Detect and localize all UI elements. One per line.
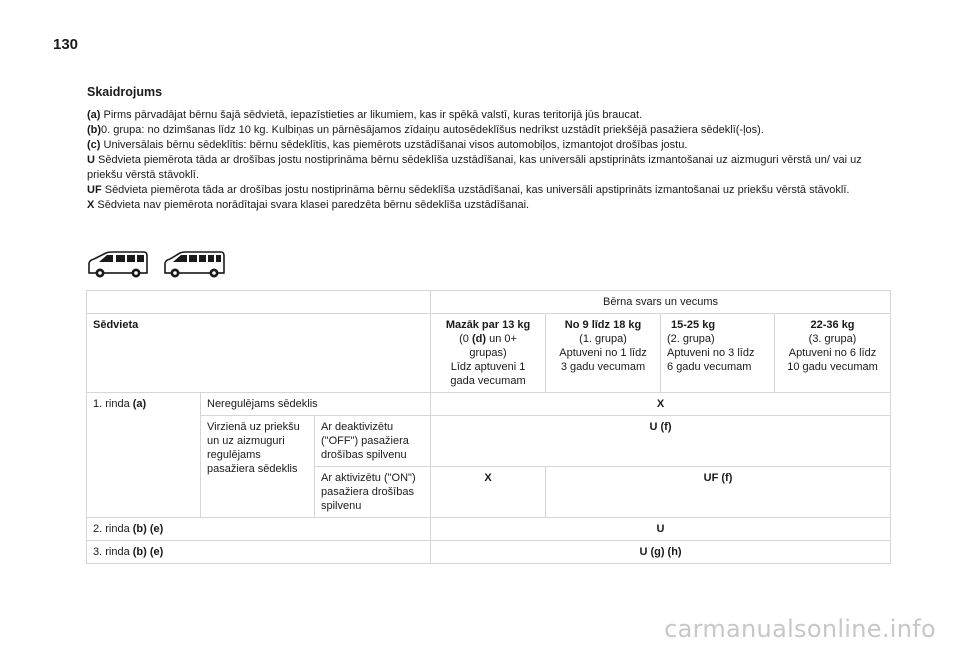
row3-label: 3. rinda (b) (e) [87,541,431,564]
adjustable-seat-label: Virzienā uz priekšu un uz aizmuguri regulējams pasažiera sēdeklis [201,416,315,518]
weight-group-2: 15-25 kg (2. grupa) Aptuveni no 3 līdz 6 gadu vecumam [661,314,775,393]
weight-age-header: Bērna svars un vecums [431,291,891,314]
empty-header-cell [87,291,431,314]
explanation-b: (b)0. grupa: no dzimšanas līdz 10 kg. Kulbiņas un pārnēsājamos zīdaiņu autosēdeklīšus nedrīkst uzstādīt priekšējā pasažiera sēdeklī(-ļos). [87,124,764,136]
row1-airbag-off [87,416,891,467]
explanation-c: (c) Universālais bērnu sēdeklītis: bērnu sēdeklītis, kas piemērots uzstādīšanai visos automobiļos, izmantojot drošības jostu. [87,139,688,151]
row3 [87,541,891,564]
row2-label: 2. rinda (b) (e) [87,518,431,541]
child-seat-table [86,290,891,564]
van-long-icon [162,250,226,280]
airbag-on-value-rest: UF (f) [546,467,891,518]
row2-value: U [431,518,891,541]
explanation-a: (a) Pirms pārvadājat bērnu šajā sēdvietā, iepazīstieties ar likumiem, kas ir spēkā valstī, kuras teritorijā jūs braucat. [87,109,643,121]
airbag-off-value: U (f) [431,416,891,467]
fixed-seat-label: Neregulējams sēdeklis [201,393,431,416]
explanation-u: U Sēdvieta piemērota tāda ar drošības jostu nostiprināma bērnu sēdeklīša uzstādīšanai, kas universāli apstiprināts izmantošanai uz aizmuguri vērstā un/ vai uz priekšu vērstā stāvoklī. [87,154,862,181]
row1-label: 1. rinda (a) [87,393,201,518]
weight-group-0: Mazāk par 13 kg (0 (d) un 0+ grupas) Līdz aptuveni 1 gada vecumam [431,314,546,393]
vehicle-illustrations [86,250,226,280]
explanations-list [87,108,887,213]
row3-value: U (g) (h) [431,541,891,564]
van-short-icon [86,250,150,280]
airbag-on-label: Ar aktivizētu ("ON") pasažiera drošības spilvenu [315,467,431,518]
weight-group-1: No 9 līdz 18 kg (1. grupa) Aptuveni no 1 līdz 3 gadu vecumam [546,314,661,393]
seat-column-header: Sēdvieta [87,314,431,393]
weight-group-3: 22-36 kg (3. grupa) Aptuveni no 6 līdz 10 gadu vecumam [775,314,891,393]
explanation-uf: UF Sēdvieta piemērota tāda ar drošības jostu nostiprināma bērnu sēdeklīša uzstādīšanai, kas universāli apstiprināts izmantošanai uz priekšu vērstā stāvoklī. [87,184,850,196]
table-header-row [87,291,891,314]
airbag-off-label: Ar deaktivizētu ("OFF") pasažiera drošības spilvenu [315,416,431,467]
weight-groups-row [87,314,891,393]
explanation-x: X Sēdvieta nav piemērota norādītajai svara klasei paredzēta bērnu sēdeklīša uzstādīšanai. [87,199,530,211]
section-title: Skaidrojums [87,85,163,99]
page-number: 130 [53,36,79,53]
row1-fixed-seat [87,393,891,416]
watermark: carmanualsonline.info [664,615,936,643]
airbag-on-value-group0: X [431,467,546,518]
row2 [87,518,891,541]
fixed-seat-value: X [431,393,891,416]
